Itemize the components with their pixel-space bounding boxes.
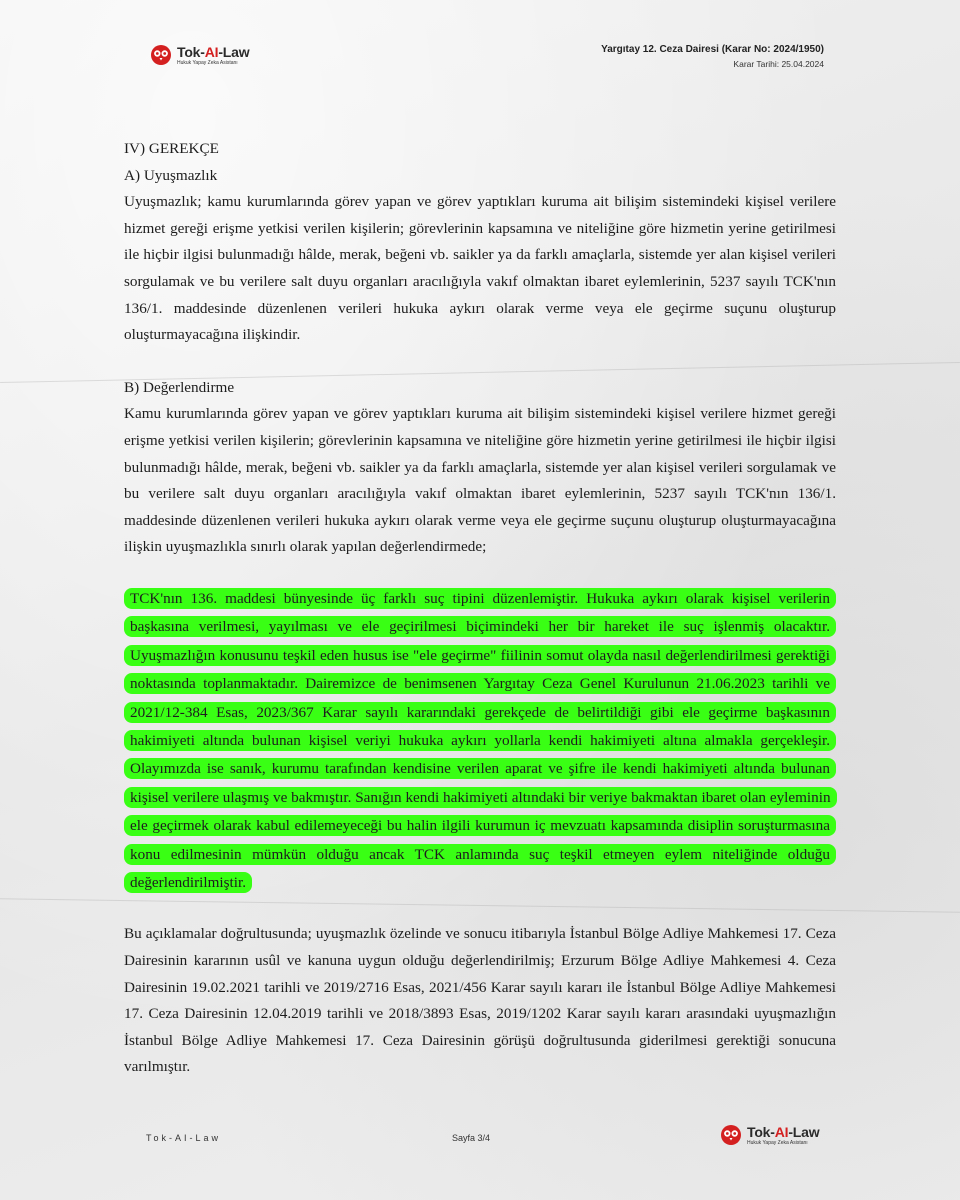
section-heading: IV) GEREKÇE [124, 140, 219, 157]
decision-header [601, 44, 824, 69]
conclusion-paragraph: Bu açıklamalar doğrultusunda; uyuşmazlık özelinde ve sonucu itibarıyla İstanbul Bölge Adliye Mahkemesi 17. Ceza Dairesinin kararının usûl ve kanuna uygun olduğu değerlendirilmiş; Erzurum Bölge Adliye Mahkemesi 4. Ceza Dairesinin 19.02.2021 tarihli ve 2019/2716 Esas, 2021/456 Karar sayılı kararı ile İstanbul Bölge Adliye Mahkemesi 17. Ceza Dairesinin 12.04.2019 tarihli ve 2018/3893 Esas, 2019/1202 Karar sayılı kararı arasındaki uyuşmazlığın İstanbul Bölge Adliye Mahkemesi 17. Ceza Dairesinin görüşü doğrultusunda giderilmesi gerektiği sonucuna varılmıştır. [124, 925, 836, 1076]
owl-logo-icon [720, 1124, 742, 1146]
owl-logo-icon [150, 44, 172, 66]
subsection-b-text: Kamu kurumlarında görev yapan ve görev yaptıkları kuruma ait bilişim sistemindeki kişisel verilere hizmet gereği erişme yetkisi verilen kişilerin; görevlerinin kapsamına ve niteliğine göre hizmetin yerine getirilmesi ile hiçbir ilgisi bulunmadığı hâlde, merak, beğeni vb. saikler ya da farklı amaçlarla, sistemde yer alan kişisel verileri sorgulamak ve bu verilere salt duyu organları aracılığıyla vakıf olmaktan ibaret eylemlerinin, 5237 sayılı TCK'nın 136/1. maddesinde düzenlenen verileri hukuka aykırı olarak verme veya ele geçirme suçunu oluşturup oluşturmayacağına ilişkin uyuşmazlıkla sınırlı olarak yapılan değerlendirmede; [124, 405, 836, 556]
page-number: Sayfa 3/4 [452, 1133, 491, 1143]
subsection-a-text: Uyuşmazlık; kamu kurumlarında görev yapan ve görev yaptıkları kuruma ait bilişim sistemindeki kişisel verilere hizmet gereği erişme yetkisi verilen kişilerin; görevlerinin kapsamına ve niteliğine göre hizmetin yerine getirilmesi ile hiçbir ilgisi bulunmadığı hâlde, merak, beğeni vb. saikler ya da farklı amaçlarla, sistemde yer alan kişisel verileri sorgulamak ve bu verilere salt duyu organları aracılığıyla vakıf olmaktan ibaret eylemlerinin, 5237 sayılı TCK'nın 136/1. maddesinde düzenlenen verileri hukuka aykırı olarak verme veya ele geçirme suçunu oluşturup oluşturmayacağına ilişkindir. [124, 193, 836, 344]
logo-brand: Tok-AI-Law [177, 43, 250, 60]
highlighted-paragraph [118, 585, 842, 897]
logo-tagline: Hukuk Yapay Zeka Asistanı [747, 1139, 808, 1146]
subsection-b-heading: B) Değerlendirme [124, 378, 235, 396]
logo-tagline: Hukuk Yapay Zeka Asistanı [177, 59, 238, 66]
document-body [124, 136, 836, 1081]
highlighted-text: TCK'nın 136. maddesi bünyesinde üç farklı suç tipini düzenlemiştir. Hukuka aykırı olarak kişisel verilerin başkasına verilmesi, yayılması ve ele geçirilmesi biçimindeki her bir hareket ile suç işlenmiş olacaktır. Uyuşmazlığın konusunu teşkil eden husus ise "ele geçirme" fiilinin somut olayda nasıl değerlendirilmesi gerektiği noktasında toplanmaktadır. Dairemizce de benimsenen Yargıtay Ceza Genel Kurulunun 21.06.2023 tarihli ve 2021/12-384 Esas, 2023/367 Karar sayılı kararındaki gerekçede de belirtildiği gibi ele geçirme başkasının hakimiyeti altında bulunan kişisel veriyi hukuka aykırı yollarla kendi hakimiyeti altına almakla gerçekleşir. Olayımızda ise sanık, kurumu tarafından kendisine verilen aparat ve şifre ile kendi hakimiyeti altında bulunan kişisel verilere ulaşmış ve bakmıştır. Sanığın kendi hakimiyeti altındaki bir veriye bakmaktan ibaret olan eyleminin ele geçirmek olarak kabul edilemeyeceği bu halin ilgili kurumun iç mevzuatı kapsamında disiplin soruşturmasına konu edilmesinin mümkün olduğu ancak TCK anlamında suç teşkil etmeyen eylem niteliğinde olduğu değerlendirilmiştir. [124, 588, 837, 893]
footer-logo [720, 1124, 819, 1146]
header-logo [150, 44, 249, 66]
logo-brand: Tok-AI-Law [747, 1123, 820, 1140]
subsection-a-heading: A) Uyuşmazlık [124, 166, 218, 184]
decision-title: Yargıtay 12. Ceza Dairesi (Karar No: 2024/1950) [601, 44, 824, 55]
decision-date: Karar Tarihi: 25.04.2024 [733, 59, 824, 69]
footer-brand: Tok-AI-Law [146, 1133, 222, 1143]
